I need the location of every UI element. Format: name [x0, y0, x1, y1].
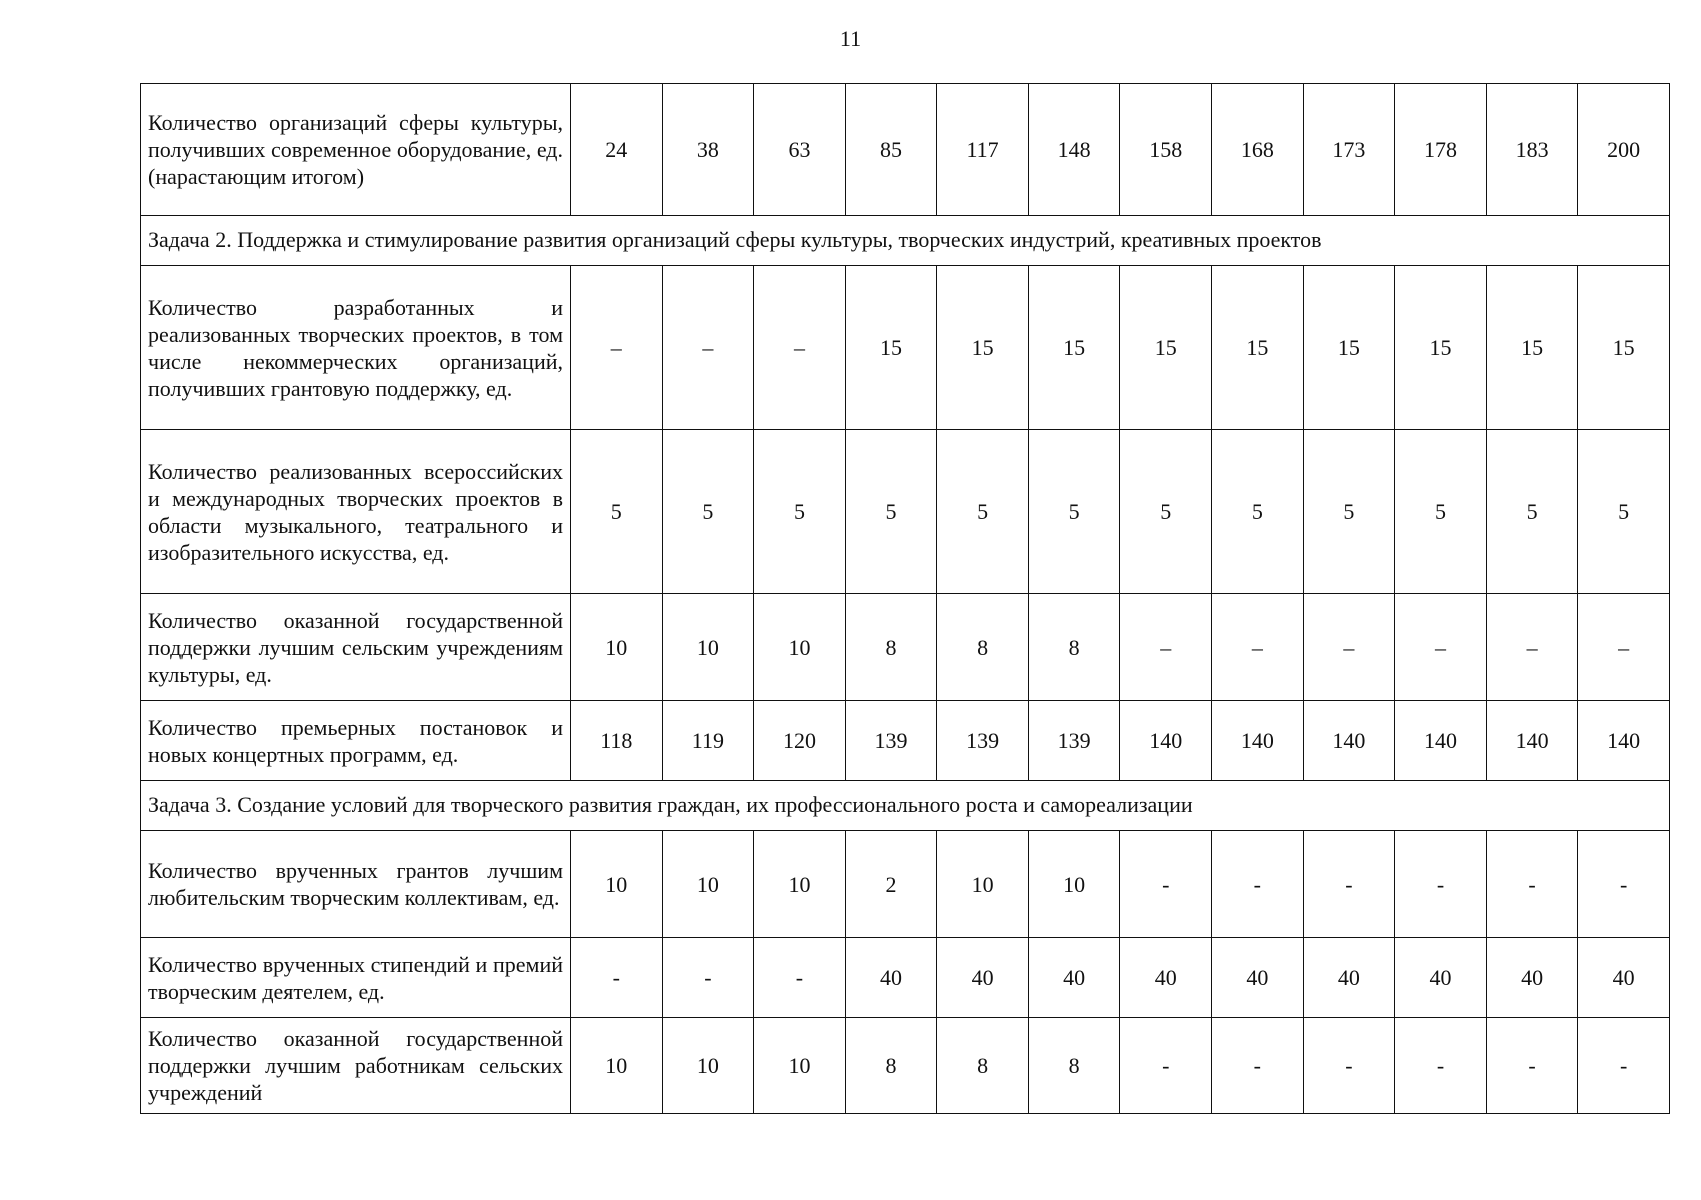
indicator-value: 120 — [754, 701, 846, 781]
indicator-label: Количество оказанной государственной поддержки лучшим сельским учреждениям культуры, ед. — [141, 594, 571, 701]
indicator-value: 8 — [845, 594, 937, 701]
indicator-value: 15 — [937, 266, 1029, 430]
indicator-value: - — [1212, 1018, 1304, 1114]
indicator-value: 168 — [1212, 84, 1304, 216]
indicator-value: 173 — [1303, 84, 1395, 216]
indicator-value: 118 — [571, 701, 663, 781]
indicator-label: Количество реализованных всероссийских и международных творческих проектов в области музыкального, театрального и изобразительного искусства, ед. — [141, 430, 571, 594]
indicator-value: 10 — [754, 594, 846, 701]
task-title: Задача 3. Создание условий для творческого развития граждан, их профессионального роста и самореализации — [141, 781, 1670, 831]
table-row — [141, 938, 1670, 1018]
indicator-value: - — [1120, 831, 1212, 938]
indicator-value: 15 — [1212, 266, 1304, 430]
indicator-value: 5 — [1212, 430, 1304, 594]
indicator-value: 2 — [845, 831, 937, 938]
indicator-value: – — [1578, 594, 1670, 701]
indicator-value: - — [1395, 1018, 1487, 1114]
indicator-value: 5 — [571, 430, 663, 594]
indicator-value: – — [1486, 594, 1578, 701]
indicator-value: 158 — [1120, 84, 1212, 216]
indicator-value: 40 — [1028, 938, 1120, 1018]
indicator-value: 140 — [1395, 701, 1487, 781]
indicator-value: 85 — [845, 84, 937, 216]
indicator-label: Количество врученных стипендий и премий творческим деятелем, ед. — [141, 938, 571, 1018]
indicator-value: 119 — [662, 701, 754, 781]
indicator-value: 5 — [1395, 430, 1487, 594]
indicator-value: - — [1486, 831, 1578, 938]
indicator-value: 15 — [1028, 266, 1120, 430]
indicator-label: Количество оказанной государственной поддержки лучшим работникам сельских учреждений — [141, 1018, 571, 1114]
table-row — [141, 84, 1670, 216]
indicator-value: 5 — [1120, 430, 1212, 594]
indicator-value: 148 — [1028, 84, 1120, 216]
table-row — [141, 430, 1670, 594]
indicator-value: 15 — [1395, 266, 1487, 430]
task-header-row — [141, 781, 1670, 831]
indicator-value: 140 — [1303, 701, 1395, 781]
indicator-value: 140 — [1578, 701, 1670, 781]
indicator-value: 38 — [662, 84, 754, 216]
task-header-row — [141, 216, 1670, 266]
indicator-value: 5 — [1486, 430, 1578, 594]
indicator-value: 10 — [571, 831, 663, 938]
indicator-value: - — [662, 938, 754, 1018]
indicator-value: 8 — [1028, 594, 1120, 701]
indicator-value: - — [1212, 831, 1304, 938]
indicator-value: 140 — [1120, 701, 1212, 781]
indicator-value: 10 — [754, 1018, 846, 1114]
indicator-value: – — [1212, 594, 1304, 701]
indicator-value: 10 — [571, 1018, 663, 1114]
indicator-value: 15 — [1578, 266, 1670, 430]
table-row — [141, 594, 1670, 701]
indicator-value: 40 — [1486, 938, 1578, 1018]
indicator-value: 139 — [937, 701, 1029, 781]
indicator-value: – — [662, 266, 754, 430]
indicator-value: 24 — [571, 84, 663, 216]
indicator-value: 8 — [937, 594, 1029, 701]
indicator-value: 5 — [1028, 430, 1120, 594]
indicator-value: 63 — [754, 84, 846, 216]
indicator-value: - — [1578, 1018, 1670, 1114]
table-row — [141, 266, 1670, 430]
indicator-value: 40 — [1120, 938, 1212, 1018]
indicator-value: 5 — [754, 430, 846, 594]
indicator-value: 139 — [845, 701, 937, 781]
indicator-value: 40 — [845, 938, 937, 1018]
indicator-value: - — [571, 938, 663, 1018]
indicators-table — [140, 83, 1670, 1114]
indicator-value: – — [754, 266, 846, 430]
table-row — [141, 1018, 1670, 1114]
indicator-value: – — [1303, 594, 1395, 701]
indicator-value: 40 — [937, 938, 1029, 1018]
indicator-value: 5 — [937, 430, 1029, 594]
indicator-value: 10 — [1028, 831, 1120, 938]
indicator-value: 117 — [937, 84, 1029, 216]
indicator-value: 15 — [1486, 266, 1578, 430]
indicator-value: 10 — [937, 831, 1029, 938]
indicator-label: Количество организаций сферы культуры, получивших современное оборудование, ед. (нарастающим итогом) — [141, 84, 571, 216]
indicator-value: 10 — [662, 1018, 754, 1114]
indicator-value: 15 — [1303, 266, 1395, 430]
indicator-value: - — [1303, 831, 1395, 938]
indicator-value: 5 — [845, 430, 937, 594]
indicator-value: 8 — [845, 1018, 937, 1114]
indicator-value: 8 — [1028, 1018, 1120, 1114]
indicator-value: 140 — [1486, 701, 1578, 781]
indicators-table-body — [141, 84, 1670, 1114]
indicator-value: 8 — [937, 1018, 1029, 1114]
indicator-value: 183 — [1486, 84, 1578, 216]
indicator-label: Количество врученных грантов лучшим любительским творческим коллективам, ед. — [141, 831, 571, 938]
indicator-value: 15 — [1120, 266, 1212, 430]
indicator-label: Количество разработанных и реализованных творческих проектов, в том числе некоммерческих организаций, получивших грантовую поддержку, ед. — [141, 266, 571, 430]
indicator-value: - — [1578, 831, 1670, 938]
table-row — [141, 701, 1670, 781]
table-row — [141, 831, 1670, 938]
indicator-value: 139 — [1028, 701, 1120, 781]
indicator-value: 5 — [1578, 430, 1670, 594]
indicator-value: 10 — [662, 594, 754, 701]
task-title: Задача 2. Поддержка и стимулирование развития организаций сферы культуры, творческих индустрий, креативных проектов — [141, 216, 1670, 266]
indicator-value: 5 — [1303, 430, 1395, 594]
indicator-value: 140 — [1212, 701, 1304, 781]
indicator-value: 10 — [571, 594, 663, 701]
indicator-value: – — [571, 266, 663, 430]
indicator-value: - — [1486, 1018, 1578, 1114]
indicator-value: 15 — [845, 266, 937, 430]
indicator-value: 40 — [1303, 938, 1395, 1018]
indicator-value: 10 — [662, 831, 754, 938]
indicator-value: – — [1395, 594, 1487, 701]
indicator-value: - — [1303, 1018, 1395, 1114]
indicator-value: 5 — [662, 430, 754, 594]
indicator-value: 178 — [1395, 84, 1487, 216]
indicator-value: - — [1395, 831, 1487, 938]
indicator-value: - — [1120, 1018, 1212, 1114]
indicator-value: 40 — [1395, 938, 1487, 1018]
indicator-value: 10 — [754, 831, 846, 938]
indicator-value: 40 — [1578, 938, 1670, 1018]
page-number: 11 — [839, 26, 862, 51]
indicator-label: Количество премьерных постановок и новых концертных программ, ед. — [141, 701, 571, 781]
indicator-value: 200 — [1578, 84, 1670, 216]
indicator-value: 40 — [1212, 938, 1304, 1018]
indicator-value: – — [1120, 594, 1212, 701]
indicator-value: - — [754, 938, 846, 1018]
